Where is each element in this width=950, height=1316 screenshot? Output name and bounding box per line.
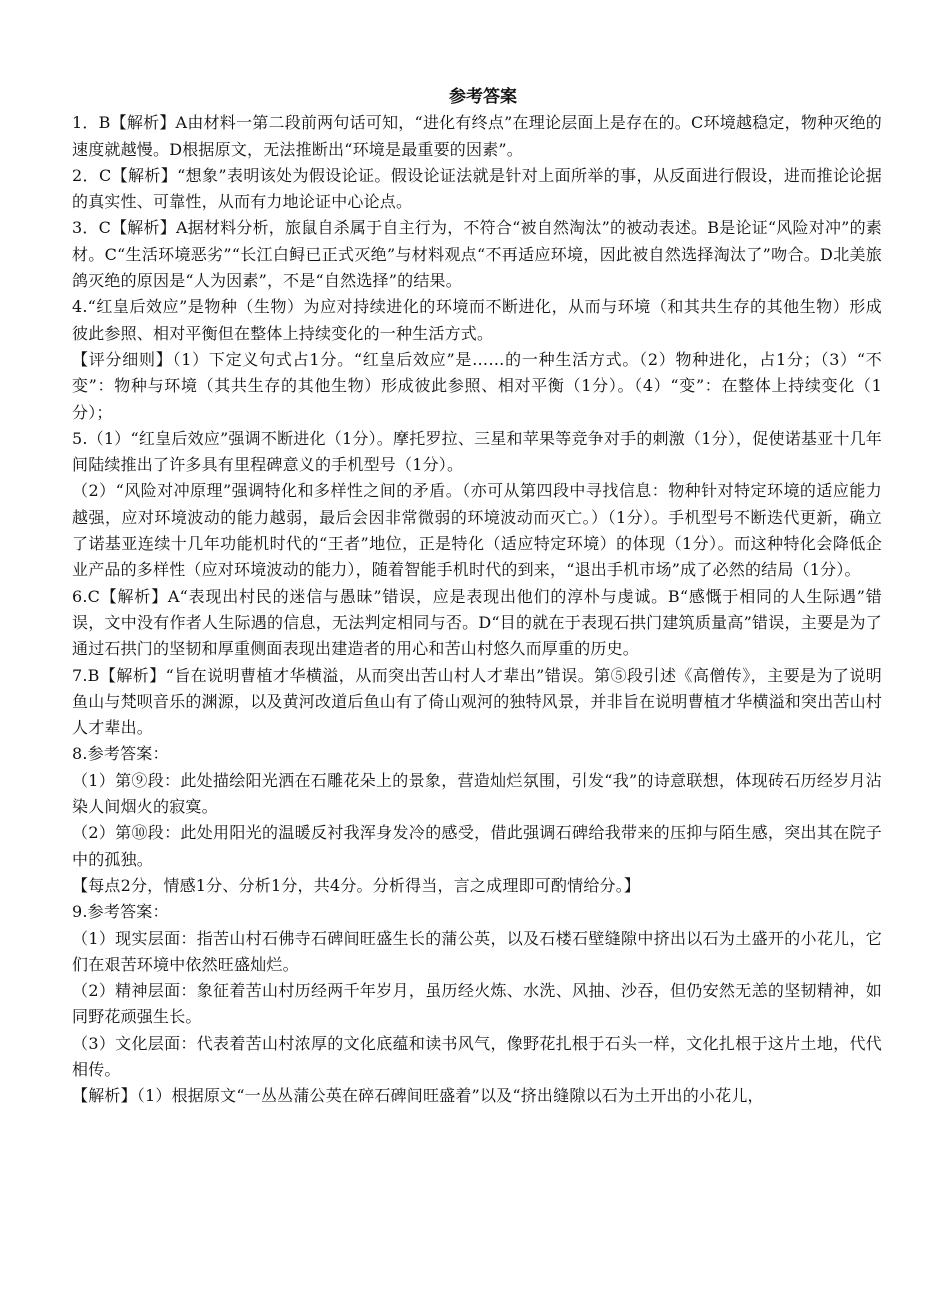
answer-9-analysis: 【解析】（1）根据原文“一丛丛蒲公英在碎石碑间旺盛着”以及“挤出缝隙以石为土开出的小花儿， [72,1086,764,1106]
answer-7: 7.B【解析】“旨在说明曹植才华横溢，从而突出苦山村人才辈出”错误。第⑤段引述《高僧传》，主要是为了说明鱼山与梵呗音乐的渊源，以及黄河改道后鱼山有了倚山观河的独特风景，并非旨在说明曹植才华横溢和突出苦山村人才辈出。 [72,665,883,738]
answer-9-heading: 9.参考答案： [72,902,169,922]
page-title: 参考答案 [449,87,517,107]
scoring-details-4: 【评分细则】（1）下定义句式占1分。“红皇后效应”是……的一种生活方式。（2）物种进化，占1分；（3）“不变”：物种与环境（其共生存的其他生物）形成彼此参照、相对平衡（1分）。（4）“变”：在整体上持续变化（1分）； [72,349,882,422]
answer-1: 1．B【解析】A由材料一第二段前两句话可知，“进化有终点”在理论层面上是存在的。C环境越稳定，物种灭绝的速度就越慢。D根据原文，无法推断出“环境是最重要的因素”。 [72,113,882,159]
answer-6: 6.C【解析】A“表现出村民的迷信与愚昧”错误，应是表现出他们的淳朴与虔诚。B“感慨于相同的人生际遇”错误，文中没有作者人生际遇的信息，无法判定相同与否。D“目的就在于表现石拱门建筑质量高”错误，主要是为了通过石拱门的坚韧和厚重侧面表现出建造者的用心和苦山村悠久而厚重的历史。 [72,586,882,659]
answer-8-part-2: （2）第⑩段：此处用阳光的温暖反衬我浑身发冷的感受，借此强调石碑给我带来的压抑与陌生感，突出其在院子中的孤独。 [72,823,882,869]
answer-4: 4.“红皇后效应”是物种（生物）为应对持续进化的环境而不断进化，从而与环境（和其共生存的其他生物）形成彼此参照、相对平衡但在整体上持续变化的一种生活方式。 [72,297,882,343]
answer-9-part-1: （1）现实层面：指苦山村石佛寺石碑间旺盛生长的蒲公英，以及石楼石壁缝隙中挤出以石为土盛开的小花儿，它们在艰苦环境中依然旺盛灿烂。 [72,928,882,974]
answer-2: 2．C【解析】“想象”表明该处为假设论证。假设论证法就是针对上面所举的事，从反面进行假设，进而推论论据的真实性、可靠性，从而有力地论证中心论点。 [72,165,882,212]
answer-5-part-1: 5.（1）“红皇后效应”强调不断进化（1分）。摩托罗拉、三星和苹果等竞争对手的刺激（1分），促使诺基亚十几年间陆续推出了许多具有里程碑意义的手机型号（1分）。 [72,428,882,475]
answer-9-part-2: （2）精神层面：象征着苦山村历经两千年岁月，虽历经火炼、水洗、风抽、沙吞，但仍安然无恙的坚韧精神，如同野花顽强生长。 [72,981,882,1027]
answer-8-part-1: （1）第⑨段：此处描绘阳光洒在石雕花朵上的景象，营造灿烂氛围，引发“我”的诗意联想，体现砖石历经岁月沾染人间烟火的寂寞。 [72,770,882,817]
answer-9-part-3: （3）文化层面：代表着苦山村浓厚的文化底蕴和读书风气，像野花扎根于石头一样，文化扎根于这片土地，代代相传。 [72,1033,882,1079]
answer-8-heading: 8.参考答案： [72,744,169,764]
answer-5-part-2: （2）“风险对冲原理”强调特化和多样性之间的矛盾。（亦可从第四段中寻找信息：物种针对特定环境的适应能力越强，应对环境波动的能力越弱，最后会因非常微弱的环境波动而灭亡。）（1分）。手机型号不断迭代更新，确立了诺基亚连续十几年功能机时代的“王者”地位，正是特化（适应特定环境）的体现（1分）。而这种特化会降低企业产品的多样性（应对环境波动的能力），随着智能手机时代的到来，“退出手机市场”成了必然的结局（1分）。 [72,481,882,580]
answer-8-scoring: 【每点2分，情感1分、分析1分，共4分。分析得当，言之成理即可酌情给分。】 [72,875,641,895]
answer-3: 3．C【解析】A据材料分析，旅鼠自杀属于自主行为，不符合“被自然淘汰”的被动表述。B是论证“风险对冲”的素材。C“生活环境恶劣”“长江白鲟已正式灭绝”与材料观点“不再适应环境，因此被自然选择淘汰了”吻合。D北美旅鸽灭绝的原因是“人为因素”，不是“自然选择”的结果。 [72,218,882,291]
